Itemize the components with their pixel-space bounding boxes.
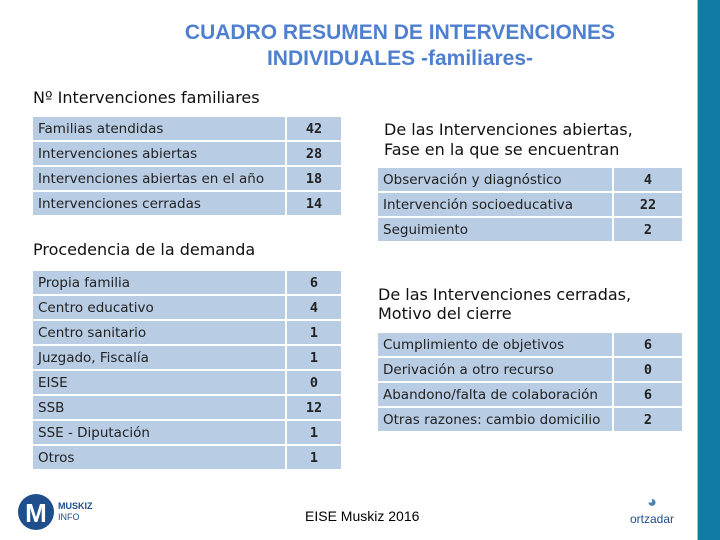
row-value: 6 xyxy=(614,383,684,406)
globe-icon: ◕ xyxy=(647,494,657,511)
fase-table xyxy=(378,166,684,243)
row-label: Observación y diagnóstico xyxy=(378,168,614,191)
table-row xyxy=(33,446,343,469)
procedencia-table xyxy=(33,269,343,471)
table-row xyxy=(33,321,343,344)
cierre-table xyxy=(378,331,684,433)
row-value: 4 xyxy=(614,168,684,191)
row-value: 42 xyxy=(287,117,343,140)
procedencia-heading: Procedencia de la demanda xyxy=(33,240,256,259)
cierre-heading-line-2: Motivo del cierre xyxy=(378,304,512,323)
familiares-table xyxy=(33,115,343,217)
table-row xyxy=(378,408,684,431)
row-label: Abandono/falta de colaboración xyxy=(378,383,614,406)
row-label: Propia familia xyxy=(33,271,287,294)
row-label: Intervención socioeducativa xyxy=(378,193,614,216)
muskiz-info-logo xyxy=(18,494,93,530)
row-label: Otras razones: cambio domicilio xyxy=(378,408,614,431)
fase-heading-line-1: De las Intervenciones abiertas, xyxy=(384,120,633,139)
table-row xyxy=(33,371,343,394)
table-row xyxy=(33,192,343,215)
row-label: Centro educativo xyxy=(33,296,287,319)
row-value: 1 xyxy=(287,346,343,369)
table-row xyxy=(33,346,343,369)
footer-text: EISE Muskiz 2016 xyxy=(305,508,420,524)
table-row xyxy=(33,296,343,319)
row-value: 1 xyxy=(287,446,343,469)
cierre-heading-line-1: De las Intervenciones cerradas, xyxy=(378,285,632,304)
fase-heading-line-2: Fase en la que se encuentran xyxy=(384,140,620,159)
table-row xyxy=(33,117,343,140)
row-value: 22 xyxy=(614,193,684,216)
title-line-2: INDIVIDUALES -familiares- xyxy=(266,47,534,70)
page-title xyxy=(100,20,700,72)
fase-heading xyxy=(384,120,633,160)
table-row xyxy=(378,358,684,381)
ortzadar-logo-text: ortzadar xyxy=(630,512,675,526)
ortzadar-logo xyxy=(630,494,674,526)
logo-text-1: MUSKIZ xyxy=(58,501,93,511)
muskiz-logo-mark: M xyxy=(18,494,54,530)
row-value: 0 xyxy=(614,358,684,381)
row-value: 28 xyxy=(287,142,343,165)
title-line-1: CUADRO RESUMEN DE INTERVENCIONES xyxy=(184,21,616,44)
row-label: Cumplimiento de objetivos xyxy=(378,333,614,356)
row-label: EISE xyxy=(33,371,287,394)
table-row xyxy=(378,383,684,406)
row-value: 2 xyxy=(614,218,684,241)
row-value: 14 xyxy=(287,192,343,215)
row-label: Derivación a otro recurso xyxy=(378,358,614,381)
table-row xyxy=(33,142,343,165)
row-label: Juzgado, Fiscalía xyxy=(33,346,287,369)
row-label: Intervenciones cerradas xyxy=(33,192,287,215)
row-label: SSE - Diputación xyxy=(33,421,287,444)
table-row xyxy=(33,271,343,294)
familiares-heading: Nº Intervenciones familiares xyxy=(33,88,260,107)
row-label: Otros xyxy=(33,446,287,469)
table-row xyxy=(378,193,684,216)
row-label: Intervenciones abiertas en el año xyxy=(33,167,287,190)
row-value: 6 xyxy=(614,333,684,356)
row-label: Intervenciones abiertas xyxy=(33,142,287,165)
row-value: 12 xyxy=(287,396,343,419)
row-label: Centro sanitario xyxy=(33,321,287,344)
table-row xyxy=(33,396,343,419)
cierre-heading xyxy=(378,285,631,323)
row-value: 1 xyxy=(287,321,343,344)
row-label: Familias atendidas xyxy=(33,117,287,140)
row-value: 6 xyxy=(287,271,343,294)
table-row xyxy=(33,167,343,190)
table-row xyxy=(378,333,684,356)
row-value: 1 xyxy=(287,421,343,444)
table-row xyxy=(33,421,343,444)
table-row xyxy=(378,218,684,241)
logo-text-2: INFO xyxy=(58,512,80,522)
row-label: Seguimiento xyxy=(378,218,614,241)
row-value: 0 xyxy=(287,371,343,394)
row-value: 18 xyxy=(287,167,343,190)
row-value: 2 xyxy=(614,408,684,431)
row-label: SSB xyxy=(33,396,287,419)
table-row xyxy=(378,168,684,191)
row-value: 4 xyxy=(287,296,343,319)
side-accent-bar xyxy=(697,0,720,540)
